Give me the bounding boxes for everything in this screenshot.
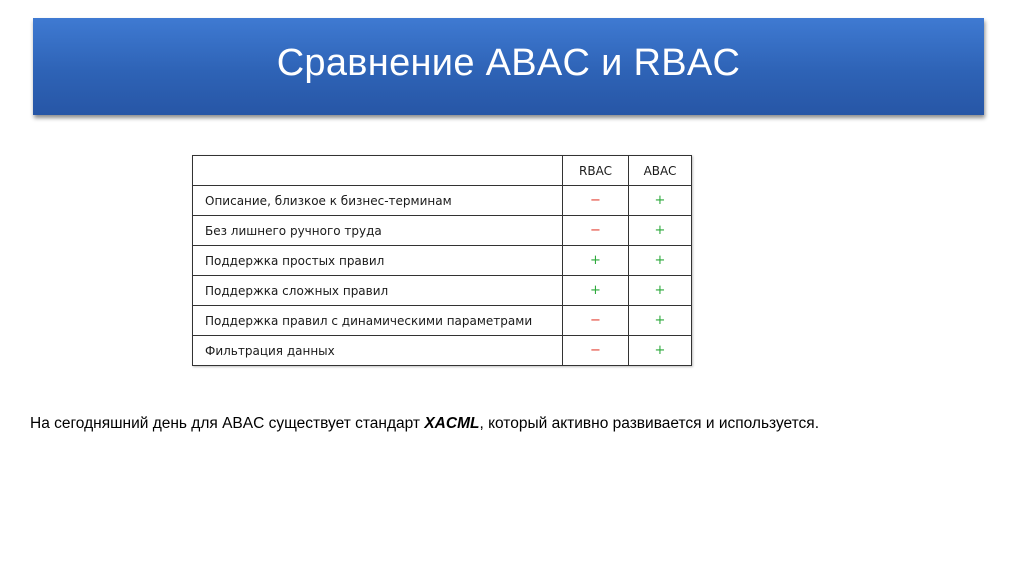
slide-title: Сравнение ABAC и RBAC bbox=[276, 42, 741, 84]
title-banner bbox=[33, 18, 984, 115]
abac-plus-mark: + bbox=[629, 336, 692, 366]
table-row bbox=[193, 276, 692, 306]
feature-cell: Фильтрация данных bbox=[193, 336, 563, 366]
abac-plus-mark: + bbox=[629, 306, 692, 336]
footnote-text bbox=[30, 415, 819, 433]
feature-cell: Поддержка простых правил bbox=[193, 246, 563, 276]
rbac-minus-mark: − bbox=[563, 336, 629, 366]
table-row bbox=[193, 336, 692, 366]
table-row bbox=[193, 246, 692, 276]
rbac-plus-mark: + bbox=[563, 276, 629, 306]
rbac-minus-mark: − bbox=[563, 306, 629, 336]
abac-plus-mark: + bbox=[629, 186, 692, 216]
header-rbac: RBAC bbox=[563, 156, 629, 186]
rbac-minus-mark: − bbox=[563, 186, 629, 216]
header-feature bbox=[193, 156, 563, 186]
feature-cell: Поддержка правил с динамическими параметрами bbox=[193, 306, 563, 336]
abac-plus-mark: + bbox=[629, 276, 692, 306]
table-header-row bbox=[193, 156, 692, 186]
footnote-after: , который активно развивается и используется. bbox=[479, 415, 820, 432]
comparison-table bbox=[192, 155, 692, 366]
table-row bbox=[193, 306, 692, 336]
feature-cell: Поддержка сложных правил bbox=[193, 276, 563, 306]
table-row bbox=[193, 216, 692, 246]
rbac-minus-mark: − bbox=[563, 216, 629, 246]
feature-cell: Без лишнего ручного труда bbox=[193, 216, 563, 246]
footnote-standard-name: XACML bbox=[424, 415, 480, 432]
table-row bbox=[193, 186, 692, 216]
footnote-before: На сегодняшний день для ABAC существует стандарт bbox=[30, 415, 425, 432]
header-abac: ABAC bbox=[629, 156, 692, 186]
feature-cell: Описание, близкое к бизнес-терминам bbox=[193, 186, 563, 216]
abac-plus-mark: + bbox=[629, 246, 692, 276]
rbac-plus-mark: + bbox=[563, 246, 629, 276]
abac-plus-mark: + bbox=[629, 216, 692, 246]
